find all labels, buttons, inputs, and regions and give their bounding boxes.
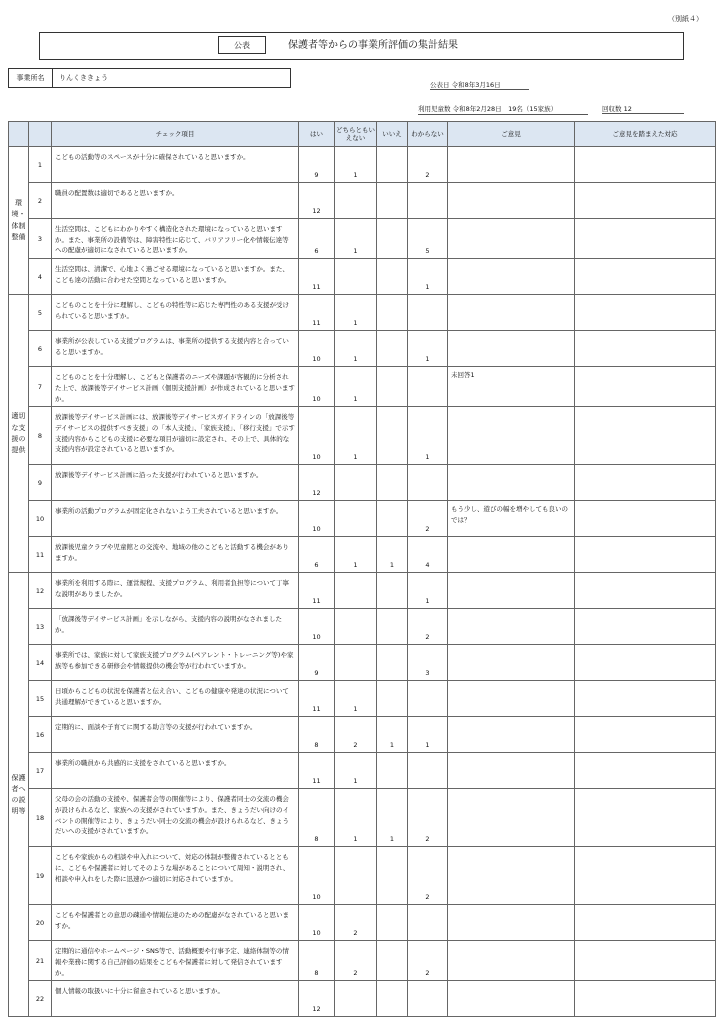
- table-row: [9, 367, 716, 407]
- count-yes: 8: [299, 941, 335, 981]
- count-unknown: [408, 183, 448, 219]
- row-number: 15: [29, 681, 52, 717]
- row-number: 19: [29, 847, 52, 905]
- count-unknown: [408, 295, 448, 331]
- header-unknown: わからない: [408, 122, 448, 147]
- count-yes: 11: [299, 681, 335, 717]
- count-unknown: 2: [408, 501, 448, 537]
- count-unknown: 2: [408, 847, 448, 905]
- count-neutral: 1: [335, 537, 377, 573]
- count-neutral: 1: [335, 789, 377, 847]
- opinion-text: [448, 259, 575, 295]
- count-neutral: 2: [335, 941, 377, 981]
- question-text: こどもや保護者との意思の疎通や情報伝達のための配慮がなされていると思いますか。: [52, 905, 299, 941]
- count-neutral: [335, 847, 377, 905]
- response-text: [575, 981, 716, 1017]
- table-row: [9, 645, 716, 681]
- response-text: [575, 609, 716, 645]
- opinion-text: [448, 609, 575, 645]
- count-neutral: 1: [335, 219, 377, 259]
- opinion-text: [448, 331, 575, 367]
- opinion-text: [448, 981, 575, 1017]
- count-unknown: 1: [408, 259, 448, 295]
- question-text: 生活空間は、清潔で、心地よく過ごせる環境になっていると思いますか。また、こども達の活動に合わせた空間となっていると思いますか。: [52, 259, 299, 295]
- response-text: [575, 331, 716, 367]
- response-text: [575, 573, 716, 609]
- row-number: 21: [29, 941, 52, 981]
- opinion-text: [448, 573, 575, 609]
- question-text: 日頃からこどもの状況を保護者と伝え合い、こどもの健康や発達の状況について共通理解ができていると思いますか。: [52, 681, 299, 717]
- row-number: 14: [29, 645, 52, 681]
- count-unknown: 2: [408, 609, 448, 645]
- count-no: [377, 681, 408, 717]
- response-text: [575, 465, 716, 501]
- count-yes: 11: [299, 259, 335, 295]
- table-row: [9, 259, 716, 295]
- question-text: こどものことを十分理解し、こどもと保護者のニーズや課題が客観的に分析された上で、放課後等デイサービス計画（個別支援計画）が作成されていると思いますか。: [52, 367, 299, 407]
- table-row: [9, 847, 716, 905]
- opinion-text: [448, 753, 575, 789]
- header-category: [9, 122, 29, 147]
- count-yes: 9: [299, 645, 335, 681]
- table-row: [9, 537, 716, 573]
- count-no: [377, 941, 408, 981]
- question-text: 定期的に、面談や子育てに関する助言等の支援が行われていますか。: [52, 717, 299, 753]
- count-yes: 12: [299, 981, 335, 1017]
- count-no: [377, 753, 408, 789]
- question-text: 父母の会の活動の支援や、保護者会等の開催等により、保護者同士の交流の機会が設けられるなど、家族への支援がされていますか。また、きょうだい向けのイベントの開催等により、きょうだい同士の交流の機会が設けられるなど、きょうだいへの支援がされていますか。: [52, 789, 299, 847]
- count-neutral: 1: [335, 681, 377, 717]
- row-number: 2: [29, 183, 52, 219]
- table-row: [9, 573, 716, 609]
- count-no: [377, 331, 408, 367]
- count-neutral: 1: [335, 331, 377, 367]
- table-header-row: [9, 122, 716, 147]
- row-number: 10: [29, 501, 52, 537]
- count-unknown: 1: [408, 331, 448, 367]
- count-no: [377, 573, 408, 609]
- response-text: [575, 259, 716, 295]
- count-neutral: 1: [335, 367, 377, 407]
- question-text: こどもの活動等のスペースが十分に確保されていると思いますか。: [52, 147, 299, 183]
- opinion-text: [448, 847, 575, 905]
- count-unknown: 1: [408, 407, 448, 465]
- question-text: 放課後等デイサービス計画に沿った支援が行われていると思いますか。: [52, 465, 299, 501]
- users-count: 利用児童数 令和8年2月28日 19名（15家族）: [418, 104, 588, 115]
- count-no: [377, 295, 408, 331]
- count-yes: 10: [299, 331, 335, 367]
- response-text: [575, 717, 716, 753]
- row-number: 9: [29, 465, 52, 501]
- header-no: [29, 122, 52, 147]
- count-no: 1: [377, 717, 408, 753]
- table-row: [9, 465, 716, 501]
- response-text: [575, 941, 716, 981]
- header-neutral: どちらともいえない: [335, 122, 377, 147]
- count-unknown: 2: [408, 941, 448, 981]
- response-text: [575, 407, 716, 465]
- count-unknown: [408, 905, 448, 941]
- table-row: [9, 219, 716, 259]
- row-number: 16: [29, 717, 52, 753]
- count-unknown: [408, 367, 448, 407]
- count-no: [377, 183, 408, 219]
- count-unknown: 1: [408, 573, 448, 609]
- opinion-text: [448, 295, 575, 331]
- table-row: [9, 295, 716, 331]
- count-yes: 6: [299, 537, 335, 573]
- category-label: 保護者への説明等: [9, 573, 29, 1017]
- count-unknown: 5: [408, 219, 448, 259]
- count-neutral: [335, 465, 377, 501]
- row-number: 18: [29, 789, 52, 847]
- count-neutral: [335, 183, 377, 219]
- table-row: [9, 609, 716, 645]
- count-unknown: 2: [408, 789, 448, 847]
- count-yes: 10: [299, 905, 335, 941]
- row-number: 3: [29, 219, 52, 259]
- count-no: [377, 981, 408, 1017]
- row-number: 20: [29, 905, 52, 941]
- count-unknown: 3: [408, 645, 448, 681]
- office-name: りんくききょう: [59, 74, 108, 82]
- count-no: [377, 219, 408, 259]
- count-no: [377, 645, 408, 681]
- count-yes: 10: [299, 501, 335, 537]
- header-response: ご意見を踏まえた対応: [575, 122, 716, 147]
- count-no: [377, 847, 408, 905]
- row-number: 5: [29, 295, 52, 331]
- response-text: [575, 847, 716, 905]
- publish-date: 公表日 令和8年3月16日: [430, 80, 529, 90]
- header-opinion: ご意見: [448, 122, 575, 147]
- count-yes: 8: [299, 789, 335, 847]
- count-yes: 9: [299, 147, 335, 183]
- question-text: 事業所が公表している支援プログラムは、事業所の提供する支援内容と合っていると思いますか。: [52, 331, 299, 367]
- table-row: [9, 331, 716, 367]
- opinion-text: もう少し、遊びの幅を増やしても良いのでは？: [448, 501, 575, 537]
- count-unknown: [408, 465, 448, 501]
- question-text: 職員の配置数は適切であると思いますか。: [52, 183, 299, 219]
- collected-count: 回収数 12: [602, 104, 684, 114]
- table-row: [9, 753, 716, 789]
- table-row: [9, 789, 716, 847]
- count-yes: 10: [299, 407, 335, 465]
- count-yes: 10: [299, 367, 335, 407]
- opinion-text: [448, 645, 575, 681]
- question-text: こどものことを十分に理解し、こどもの特性等に応じた専門性のある支援が受けられていると思いますか。: [52, 295, 299, 331]
- row-number: 12: [29, 573, 52, 609]
- users-info-line: [418, 104, 684, 115]
- question-text: 事業所を利用する際に、運営規程、支援プログラム、利用者負担等について丁寧な説明がありましたか。: [52, 573, 299, 609]
- count-no: [377, 407, 408, 465]
- count-neutral: [335, 259, 377, 295]
- row-number: 17: [29, 753, 52, 789]
- row-number: 4: [29, 259, 52, 295]
- count-neutral: [335, 501, 377, 537]
- count-neutral: 1: [335, 753, 377, 789]
- count-no: [377, 147, 408, 183]
- evaluation-table: [8, 121, 716, 1017]
- count-no: 1: [377, 789, 408, 847]
- count-neutral: [335, 609, 377, 645]
- row-number: 11: [29, 537, 52, 573]
- opinion-text: [448, 465, 575, 501]
- count-neutral: 1: [335, 407, 377, 465]
- count-no: [377, 609, 408, 645]
- question-text: 放課後児童クラブや児童館との交流や、地域の他のこどもと活動する機会がありますか。: [52, 537, 299, 573]
- question-text: 「放課後等デイサービス計画」を示しながら、支援内容の説明がなされましたか。: [52, 609, 299, 645]
- question-text: 事業所の職員から共感的に支援をされていると思いますか。: [52, 753, 299, 789]
- table-row: [9, 681, 716, 717]
- count-neutral: 1: [335, 147, 377, 183]
- count-unknown: [408, 753, 448, 789]
- opinion-text: [448, 407, 575, 465]
- count-yes: 10: [299, 609, 335, 645]
- question-text: 放課後等デイサービス計画には、放課後等デイサービスガイドラインの「放課後等デイサービスの提供すべき支援」の「本人支援」、「家族支援」、「移行支援」で示す支援内容からこどもの支援に必要な項目が適切に設定され、その上で、具体的な支援内容が設定されていると思いますか。: [52, 407, 299, 465]
- response-text: [575, 537, 716, 573]
- response-text: [575, 295, 716, 331]
- opinion-text: [448, 789, 575, 847]
- count-no: [377, 501, 408, 537]
- count-no: 1: [377, 537, 408, 573]
- opinion-text: [448, 537, 575, 573]
- question-text: 生活空間は、こどもにわかりやすく構造化された環境になっていると思いますか。また、事業所の設備等は、障害特性に応じて、バリアフリー化や情報伝達等への配慮が適切になされていると思いますか。: [52, 219, 299, 259]
- attachment-number: （別紙４）: [668, 15, 703, 23]
- count-neutral: [335, 645, 377, 681]
- count-yes: 8: [299, 717, 335, 753]
- category-label: 適切な支援の提供: [9, 295, 29, 573]
- question-text: 事業所の活動プログラムが固定化されないよう工夫されていると思いますか。: [52, 501, 299, 537]
- response-text: [575, 367, 716, 407]
- response-text: [575, 147, 716, 183]
- opinion-text: [448, 941, 575, 981]
- response-text: [575, 501, 716, 537]
- count-neutral: [335, 981, 377, 1017]
- count-no: [377, 465, 408, 501]
- row-number: 7: [29, 367, 52, 407]
- row-number: 13: [29, 609, 52, 645]
- opinion-text: 未回答1: [448, 367, 575, 407]
- category-label: 環境・体制整備: [9, 147, 29, 295]
- response-text: [575, 905, 716, 941]
- opinion-text: [448, 905, 575, 941]
- row-number: 6: [29, 331, 52, 367]
- count-yes: 12: [299, 465, 335, 501]
- response-text: [575, 645, 716, 681]
- table-row: [9, 905, 716, 941]
- count-unknown: [408, 981, 448, 1017]
- opinion-text: [448, 219, 575, 259]
- count-unknown: 4: [408, 537, 448, 573]
- count-unknown: 1: [408, 717, 448, 753]
- count-neutral: 2: [335, 717, 377, 753]
- count-yes: 11: [299, 295, 335, 331]
- row-number: 8: [29, 407, 52, 465]
- row-number: 22: [29, 981, 52, 1017]
- row-number: 1: [29, 147, 52, 183]
- question-text: 事業所では、家族に対して家族支援プログラム(ペアレント・トレーニング等)や家族等も参加できる研修会や情報提供の機会等が行われていますか。: [52, 645, 299, 681]
- header-item: チェック項目: [52, 122, 299, 147]
- count-neutral: 2: [335, 905, 377, 941]
- table-row: [9, 407, 716, 465]
- opinion-text: [448, 681, 575, 717]
- count-yes: 12: [299, 183, 335, 219]
- count-yes: 11: [299, 753, 335, 789]
- count-yes: 11: [299, 573, 335, 609]
- count-unknown: 2: [408, 147, 448, 183]
- title-box: [39, 32, 684, 60]
- response-text: [575, 681, 716, 717]
- count-neutral: [335, 573, 377, 609]
- office-name-box: [8, 68, 291, 88]
- count-unknown: [408, 681, 448, 717]
- count-yes: 6: [299, 219, 335, 259]
- count-no: [377, 367, 408, 407]
- response-text: [575, 789, 716, 847]
- page-title: 保護者等からの事業所評価の集計結果: [288, 40, 458, 51]
- table-row: [9, 147, 716, 183]
- table-row: [9, 501, 716, 537]
- header-yes: はい: [299, 122, 335, 147]
- response-text: [575, 753, 716, 789]
- header-no-answer: いいえ: [377, 122, 408, 147]
- question-text: 個人情報の取扱いに十分に留意されていると思いますか。: [52, 981, 299, 1017]
- count-no: [377, 905, 408, 941]
- office-label: 事業所名: [9, 69, 53, 87]
- opinion-text: [448, 717, 575, 753]
- table-row: [9, 183, 716, 219]
- response-text: [575, 183, 716, 219]
- table-row: [9, 981, 716, 1017]
- public-label: 公表: [218, 36, 266, 54]
- count-yes: 10: [299, 847, 335, 905]
- table-row: [9, 717, 716, 753]
- table-row: [9, 941, 716, 981]
- question-text: こどもや家族からの相談や申入れについて、対応の体制が整備されているとともに、こどもや保護者に対してそのような場があることについて周知・説明され、相談や申入れをした際に迅速かつ適切に対応されていますか。: [52, 847, 299, 905]
- response-text: [575, 219, 716, 259]
- count-no: [377, 259, 408, 295]
- count-neutral: 1: [335, 295, 377, 331]
- opinion-text: [448, 183, 575, 219]
- opinion-text: [448, 147, 575, 183]
- question-text: 定期的に通信やホームページ・SNS等で、活動概要や行事予定、連絡体制等の情報や業務に関する自己評価の結果をこどもや保護者に対して発信されていますか。: [52, 941, 299, 981]
